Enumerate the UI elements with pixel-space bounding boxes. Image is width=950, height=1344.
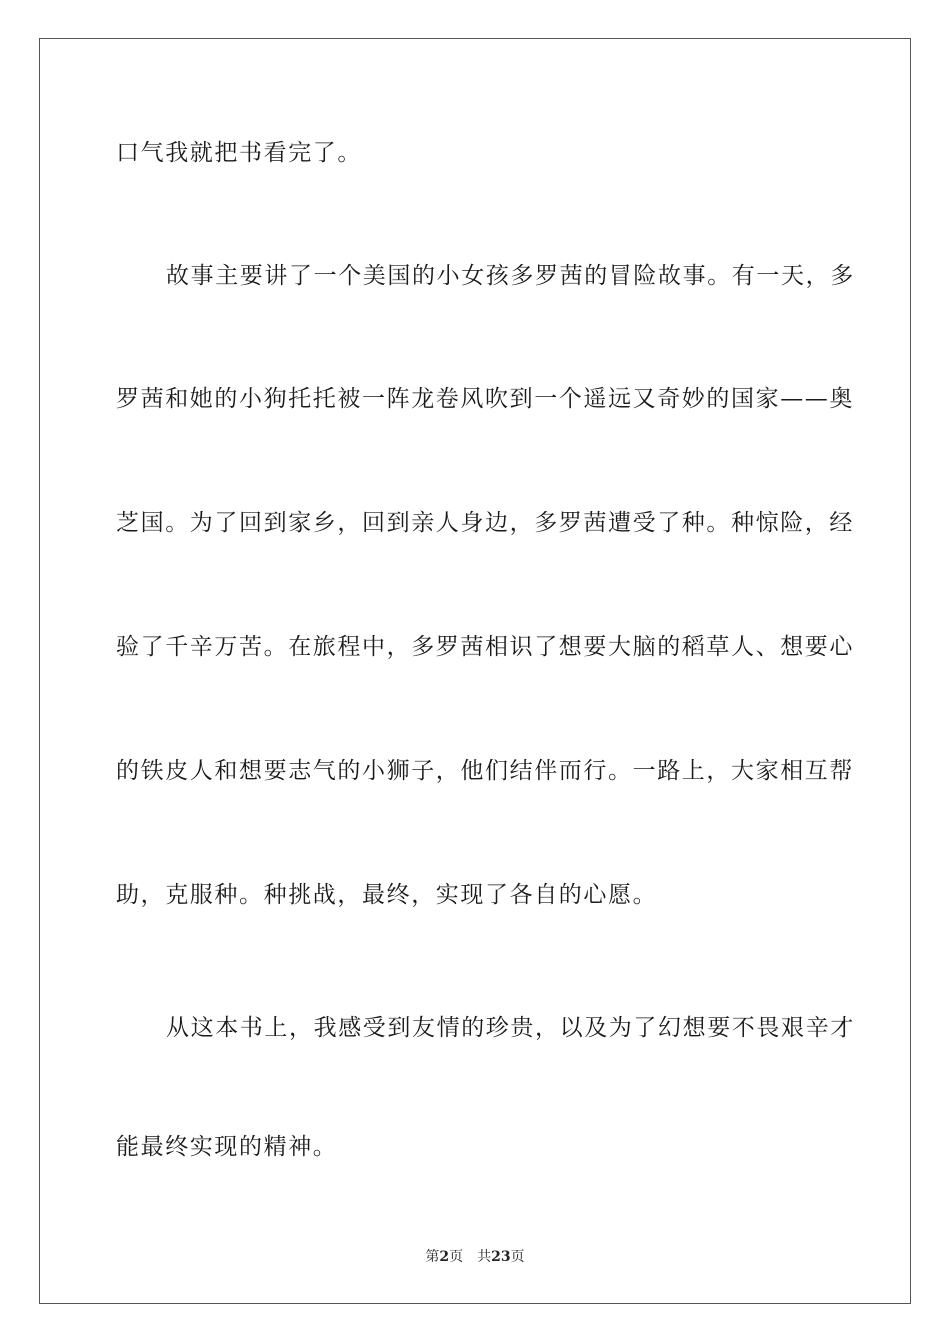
- page-border: [39, 38, 911, 1304]
- page-suffix: 页: [449, 1249, 464, 1265]
- paragraph-line: 验了千辛万苦。在旅程中，多罗茜相识了想要大脑的稻草人、想要心: [116, 634, 854, 660]
- total-prefix: 共: [477, 1249, 492, 1265]
- paragraph-line: 助，克服种。种挑战，最终，实现了各自的心愿。: [116, 882, 658, 908]
- paragraph-line: 能最终实现的精神。: [116, 1134, 338, 1160]
- paragraph-line: 口气我就把书看完了。: [116, 140, 362, 166]
- paragraph-line: 故事主要讲了一个美国的小女孩多罗茜的冒险故事。有一天，多: [166, 263, 855, 289]
- paragraph-line: 芝国。为了回到家乡，回到亲人身边，多罗茜遭受了种。种惊险，经: [116, 510, 854, 536]
- page-number: 2: [439, 1249, 450, 1265]
- page-footer: [0, 1248, 950, 1266]
- paragraph-line: 从这本书上，我感受到友情的珍贵，以及为了幻想要不畏艰辛才: [166, 1015, 855, 1041]
- paragraph-line: 的铁皮人和想要志气的小狮子，他们结伴而行。一路上，大家相互帮: [116, 758, 854, 784]
- total-pages: 23: [491, 1249, 511, 1265]
- paragraph-line: 罗茜和她的小狗托托被一阵龙卷风吹到一个遥远又奇妙的国家——奥: [116, 386, 854, 412]
- page-prefix: 第: [425, 1249, 440, 1265]
- total-suffix: 页: [510, 1249, 525, 1265]
